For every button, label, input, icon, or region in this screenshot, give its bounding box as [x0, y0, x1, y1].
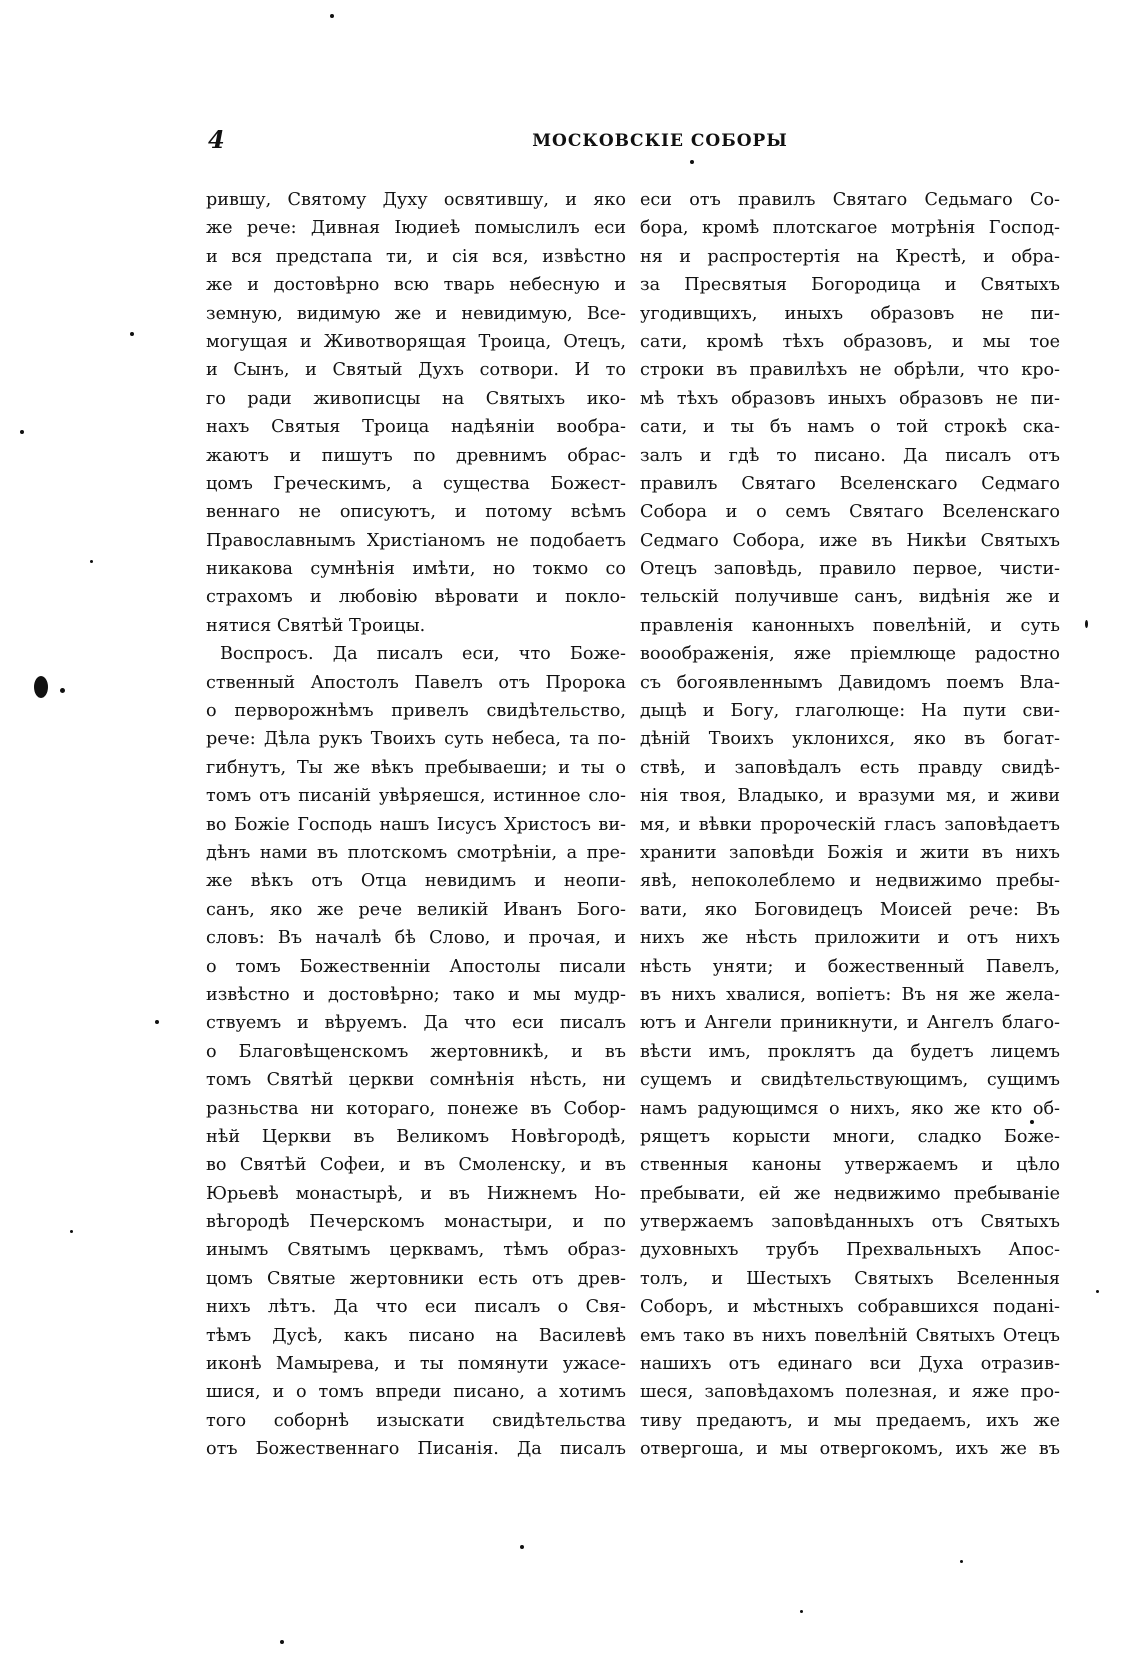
text-line: могущая и Животворящая Троица, Отецъ,	[206, 331, 626, 352]
text-line: залъ и гдѣ то писано. Да писалъ отъ	[640, 445, 1060, 466]
scan-speck	[330, 14, 334, 18]
text-line: рившу, Святому Духу освятившу, и яко	[206, 190, 626, 210]
text-line: земную, видимую же и невидимую, Все-	[206, 303, 626, 324]
text-line: сущемъ и свидѣтельствующимъ, сущимъ	[640, 1070, 1060, 1091]
text-line: намъ радующимся о нихъ, яко же кто об-	[640, 1098, 1060, 1119]
text-line: извѣстно и достовѣрно; тако и мы мудр-	[206, 984, 626, 1005]
text-line: о томъ Божественніи Апостолы писали	[206, 956, 626, 977]
text-line: ствуемъ и вѣруемъ. Да что еси писалъ	[206, 1013, 626, 1034]
text-line: Воспросъ. Да писалъ еси, что Боже-	[220, 644, 626, 665]
text-line: тельскій получивше санъ, видѣнія же и	[640, 587, 1060, 608]
text-line: угодивщихъ, иныхъ образовъ не пи-	[640, 303, 1060, 324]
text-line: ственный Апостолъ Павелъ отъ Пророка	[206, 672, 626, 693]
text-line: во Божіе Господь нашъ Іисусъ Христосъ ви-	[206, 814, 626, 835]
text-line: правленія канонныхъ повелѣній, и суть	[640, 615, 1060, 636]
text-line: же и достовѣрно всю тварь небесную и	[206, 275, 626, 296]
text-line: дѣнъ нами въ плотскомъ смотрѣніи, а пре-	[206, 842, 626, 863]
text-line: отъ Божественнаго Писанія. Да писалъ	[206, 1439, 626, 1460]
text-line: дыцѣ и Богу, глаголюще: На пути сви-	[640, 701, 1060, 722]
text-line: тиву предаютъ, и мы предаемъ, ихъ же	[640, 1410, 1060, 1431]
right-column	[640, 186, 1060, 1464]
text-line: бора, кромѣ плотскагое мотрѣнія Господ-	[640, 218, 1060, 239]
text-line: ютъ и Ангели приникнути, и Ангелъ благо-	[640, 1013, 1060, 1034]
text-line: гибнутъ, Ты же вѣкъ пребываеши; и ты о	[206, 757, 626, 778]
text-line: мѣ тѣхъ образовъ иныхъ образовъ не пи-	[640, 388, 1060, 409]
text-line: во Святѣй Софеи, и въ Смоленску, и въ	[206, 1155, 626, 1176]
scan-speck	[280, 1640, 284, 1644]
text-line: толъ, и Шестыхъ Святыхъ Вселенныя	[640, 1268, 1060, 1289]
text-line: же вѣкъ отъ Отца невидимъ и неопи-	[206, 871, 626, 892]
scan-speck	[520, 1545, 524, 1549]
text-line: правилъ Святаго Вселенскаго Седмаго	[640, 473, 1060, 494]
text-line: нихъ лѣтъ. Да что еси писалъ о Свя-	[206, 1297, 626, 1318]
text-line: инымъ Святымъ церквамъ, тѣмъ образ-	[206, 1240, 626, 1261]
text-line: го ради живописцы на Святыхъ ико-	[206, 388, 626, 409]
text-line: емъ тако въ нихъ повелѣній Святыхъ Отецъ	[640, 1325, 1060, 1346]
text-line: вооображенія, яже пріемлюще радостно	[640, 644, 1060, 665]
text-line: въ нихъ хвалися, вопіетъ: Въ ня же жела-	[640, 984, 1060, 1005]
text-line: и вся предстапа ти, и сія вся, извѣстно	[206, 246, 626, 267]
scan-speck	[34, 676, 48, 698]
text-line: ствѣ, и заповѣдалъ есть правду свидѣ-	[640, 757, 1060, 778]
text-line: рече: Дѣла рукъ Твоихъ суть небеса, та по-	[206, 729, 626, 750]
text-line: отвергоша, и мы отвергокомъ, ихъ же въ	[640, 1439, 1060, 1460]
text-line: цомъ Святые жертовники есть отъ древ-	[206, 1268, 626, 1289]
text-line: за Пресвятыя Богородица и Святыхъ	[640, 275, 1060, 296]
text-line: явѣ, непоколеблемо и недвижимо пребы-	[640, 871, 1060, 892]
scan-speck	[155, 1020, 159, 1024]
text-line: томъ отъ писаній увѣряешся, истинное сло-	[206, 786, 626, 807]
text-line: разньства ни котораго, понеже въ Собор-	[206, 1098, 626, 1119]
text-line: иконѣ Мамырева, и ты помянути ужасе-	[206, 1354, 626, 1375]
text-line: страхомъ и любовію вѣровати и покло-	[206, 587, 626, 608]
text-line: же рече: Дивная Іюдиеѣ помыслилъ еси	[206, 218, 626, 239]
text-line: жаютъ и пишутъ по древнимъ обрас-	[206, 445, 626, 466]
text-line: тѣмъ Дусѣ, какъ писано на Василевѣ	[206, 1325, 626, 1346]
left-column	[206, 186, 626, 1464]
text-line: санъ, яко же рече великій Иванъ Бого-	[206, 899, 626, 920]
text-line: ственныя каноны утвержаемъ и цѣло	[640, 1155, 1060, 1176]
text-line: томъ Святѣй церкви сомнѣнія нѣсть, ни	[206, 1070, 626, 1091]
text-line: нѣсть уняти; и божественный Павелъ,	[640, 956, 1060, 977]
text-line: шеся, заповѣдахомъ полезная, и яже про-	[640, 1382, 1060, 1403]
text-line: утвержаемъ заповѣданныхъ отъ Святыхъ	[640, 1212, 1060, 1233]
text-line: нашихъ отъ единаго вси Духа отразив-	[640, 1354, 1060, 1375]
running-head: МОСКОВСКІЕ СОБОРЫ	[532, 131, 788, 151]
text-line: строки въ правилѣхъ не обрѣли, что кро-	[640, 360, 1060, 381]
text-line: нихъ же нѣсть приложити и отъ нихъ	[640, 928, 1060, 949]
text-line: вѣсти имъ, проклятъ да будетъ лицемъ	[640, 1041, 1060, 1062]
text-line: сати, и ты бъ намъ о той строкѣ ска-	[640, 417, 1060, 438]
text-line: того соборнѣ изыскати свидѣтельства	[206, 1410, 626, 1431]
text-line: о перворожнѣмъ привелъ свидѣтельство,	[206, 701, 626, 722]
text-line: Юрьевѣ монастырѣ, и въ Нижнемъ Но-	[206, 1183, 626, 1204]
scan-speck	[690, 160, 694, 164]
text-line: пребывати, ей же недвижимо пребываніе	[640, 1183, 1060, 1204]
text-line: веннаго не описуютъ, и потому всѣмъ	[206, 502, 626, 523]
scan-speck	[1096, 1290, 1099, 1293]
text-line: никакова сумнѣнія имѣти, но токмо со	[206, 559, 626, 580]
text-line: цомъ Греческимъ, а существа Божест-	[206, 473, 626, 494]
page-number: 4	[208, 125, 225, 154]
text-line: ня и распростертія на Крестѣ, и обра-	[640, 246, 1060, 267]
scan-speck	[1085, 620, 1088, 628]
text-line: съ богоявленнымъ Давидомъ поемъ Вла-	[640, 672, 1060, 693]
text-line: дѣній Твоихъ уклонихся, яко въ богат-	[640, 729, 1060, 750]
text-line: вѣгородѣ Печерскомъ монастыри, и по	[206, 1212, 626, 1233]
text-line: словъ: Въ началѣ бѣ Слово, и прочая, и	[206, 928, 626, 949]
text-line: шися, и о томъ впреди писано, а хотимъ	[206, 1382, 626, 1403]
scan-speck	[70, 1230, 73, 1233]
text-line: духовныхъ трубъ Прехвальныхъ Апос-	[640, 1240, 1060, 1261]
text-line: нѣй Церкви въ Великомъ Новѣгородѣ,	[206, 1126, 626, 1147]
text-line: вати, яко Боговидецъ Моисей рече: Въ	[640, 899, 1060, 920]
text-line: еси отъ правилъ Святаго Седьмаго Со-	[640, 190, 1060, 210]
text-line: Соборъ, и мѣстныхъ собравшихся подані-	[640, 1297, 1060, 1318]
text-line: Седмаго Собора, иже въ Никѣи Святыхъ	[640, 530, 1060, 551]
scan-speck	[130, 332, 134, 336]
text-line: и Сынъ, и Святый Духъ сотвори. И то	[206, 360, 626, 381]
text-line: мя, и вѣвки пророческій гласъ заповѣдаетъ	[640, 814, 1060, 835]
scan-speck	[90, 560, 93, 563]
scan-speck	[800, 1610, 803, 1613]
scan-speck	[60, 688, 65, 693]
text-line: о Благовѣщенскомъ жертовникѣ, и въ	[206, 1041, 626, 1062]
text-line: нахъ Святыя Троица надѣяніи вообра-	[206, 417, 626, 438]
scan-speck	[20, 430, 24, 434]
scan-speck	[1030, 1120, 1034, 1124]
text-line: сати, кромѣ тѣхъ образовъ, и мы тое	[640, 331, 1060, 352]
text-line: нятися Святѣй Троицы.	[206, 615, 426, 636]
scan-speck	[960, 1560, 963, 1563]
text-line: Отецъ заповѣдь, правило первое, чисти-	[640, 559, 1060, 580]
text-line: хранити заповѣди Божія и жити въ нихъ	[640, 842, 1060, 863]
text-line: нія твоя, Владыко, и вразуми мя, и живи	[640, 786, 1060, 807]
text-line: Собора и о семъ Святаго Вселенскаго	[640, 502, 1060, 523]
text-line: Православнымъ Христіаномъ не подобаетъ	[206, 530, 626, 551]
text-line: рящетъ корысти многи, сладко Боже-	[640, 1126, 1060, 1147]
